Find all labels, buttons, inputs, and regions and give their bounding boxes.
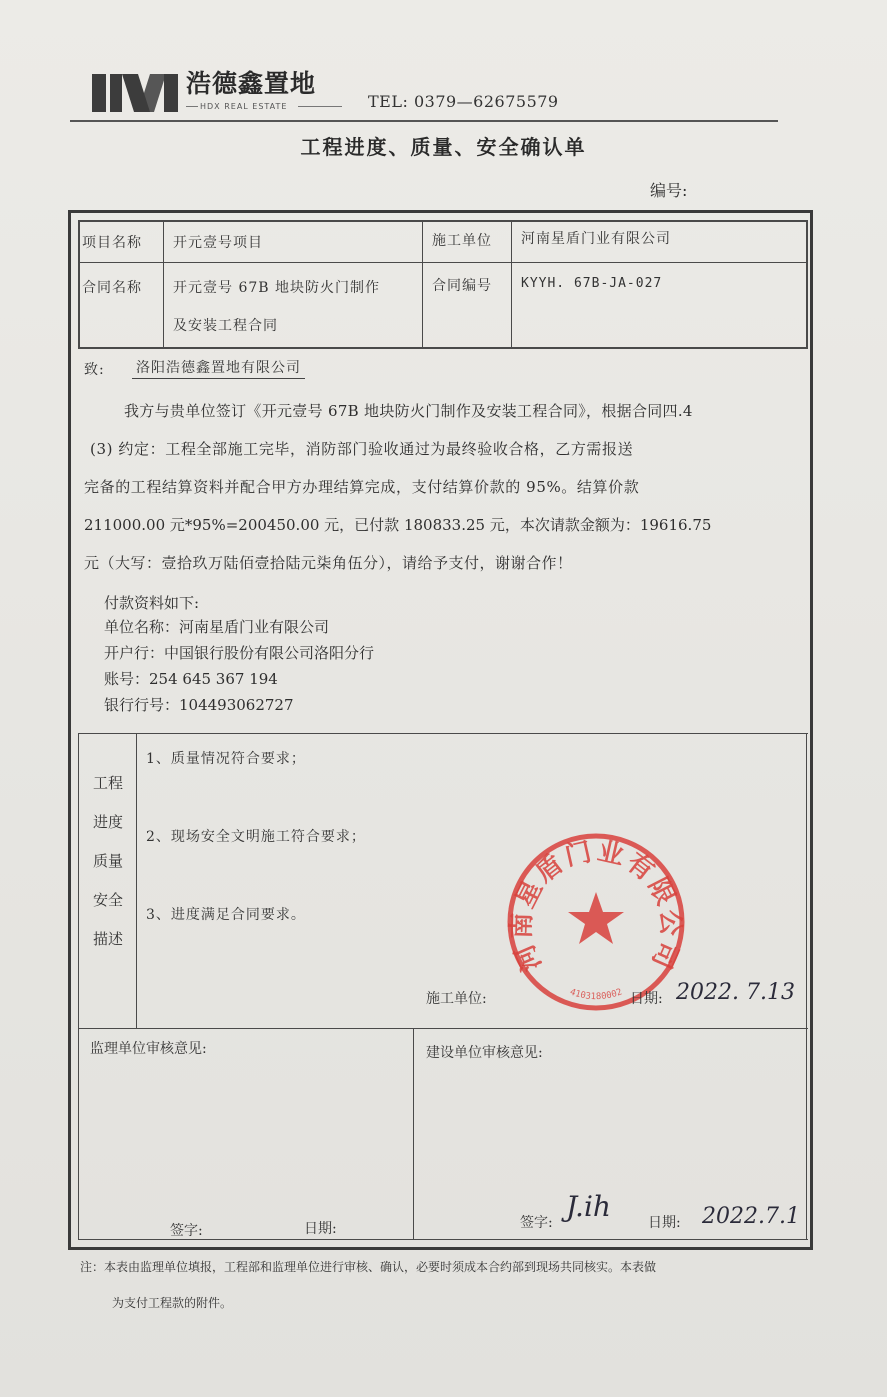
contractor-sign-label: 施工单位: — [426, 991, 487, 1007]
brand-name: 浩德鑫置地 — [186, 69, 317, 98]
description-item: 3、进度满足合同要求。 — [146, 907, 306, 923]
payment-unit: 单位名称：河南星盾门业有限公司 — [104, 618, 330, 636]
supervisor-review-label: 监理单位审核意见: — [90, 1041, 207, 1057]
description-item: 1、质量情况符合要求； — [146, 751, 306, 767]
contract-name-line1: 开元壹号 67B 地块防火门制作 — [173, 280, 381, 296]
payment-bank-no: 银行行号：104493062727 — [104, 696, 294, 714]
company-logo-icon — [92, 70, 178, 112]
contract-name-label: 合同名称 — [82, 280, 142, 296]
letter-body — [84, 392, 804, 592]
contract-name-line2: 及安装工程合同 — [173, 318, 278, 334]
payment-heading: 付款资料如下: — [104, 594, 200, 612]
contractor-date-handwritten: 2022. 7.13 — [676, 980, 795, 1005]
owner-date-handwritten: 2022.7.1 — [702, 1204, 800, 1229]
owner-sign-label: 签字: — [520, 1215, 553, 1231]
payment-bank: 开户行：中国银行股份有限公司洛阳分行 — [104, 644, 375, 662]
document-title: 工程进度、质量、安全确认单 — [300, 135, 587, 159]
letter-line: 完备的工程结算资料并配合甲方办理结算完成，支付结算价款的 95%。结算价款 — [84, 478, 640, 496]
owner-review-label: 建设单位审核意见: — [426, 1045, 543, 1061]
contractor-value: 河南星盾门业有限公司 — [521, 231, 671, 247]
number-label: 编号: — [650, 181, 688, 200]
to-label: 致: — [84, 362, 105, 378]
addressee: 洛阳浩德鑫置地有限公司 — [132, 358, 305, 379]
contractor-label: 施工单位 — [432, 233, 492, 249]
footnote-line1: 注：本表由监理单位填报，工程部和监理单位进行审核、确认，必要时须成本合约部到现场共同核实。本表做 — [80, 1260, 657, 1274]
description-item: 2、现场安全文明施工符合要求； — [146, 829, 366, 845]
owner-signature: J.ih — [566, 1190, 611, 1223]
payment-account: 账号：254 645 367 194 — [104, 670, 278, 688]
svg-text:4103180002 — [568, 987, 623, 1002]
contractor-date-label: 日期: — [630, 991, 663, 1007]
seal-code: 4103180002 — [568, 987, 624, 1003]
contract-no-value: KYYH. 67B-JA-027 — [521, 276, 663, 291]
brand-english: HDX REAL ESTATE — [200, 102, 288, 111]
header-divider — [70, 120, 778, 122]
description-side-label: 工程 进度 质量 安全 描述 — [92, 774, 123, 948]
letter-line: 211000.00 元*95%=200450.00 元，已付款 180833.25 元，本次请款金额为：19616.75 — [84, 516, 712, 534]
project-name-value: 开元壹号项目 — [173, 235, 263, 251]
telephone: TEL: 0379—62675579 — [368, 92, 559, 111]
letter-line: (3) 约定：工程全部施工完毕，消防部门验收通过为最终验收合格，乙方需报送 — [90, 440, 634, 458]
supervisor-sign-label: 签字: — [170, 1223, 203, 1239]
contract-no-label: 合同编号 — [432, 278, 492, 294]
seal-text: 河南星盾门业有限公司 — [506, 836, 686, 976]
letter-line: 元（大写：壹拾玖万陆佰壹拾陆元柒角伍分），请给予支付，谢谢合作！ — [84, 554, 573, 572]
footnote-line2: 为支付工程款的附件。 — [112, 1296, 233, 1310]
supervisor-date-label: 日期: — [304, 1221, 337, 1237]
letter-line: 我方与贵单位签订《开元壹号 67B 地块防火门制作及安装工程合同》，根据合同四.4 — [124, 402, 693, 420]
owner-date-label: 日期: — [648, 1215, 681, 1231]
company-seal — [500, 826, 692, 1018]
project-name-label: 项目名称 — [82, 235, 142, 251]
